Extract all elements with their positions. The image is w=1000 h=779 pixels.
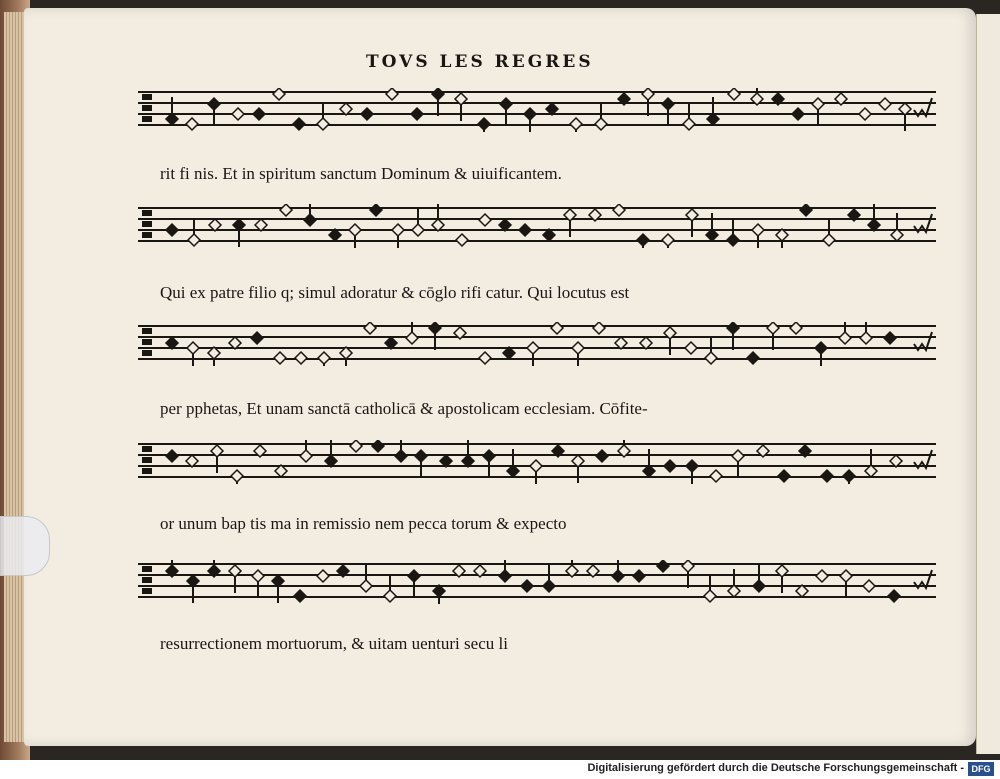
note-head xyxy=(317,570,329,582)
note-head xyxy=(499,570,511,582)
clef-mark xyxy=(142,350,152,356)
note-head xyxy=(527,342,539,354)
note-head xyxy=(657,560,669,572)
note-head xyxy=(392,224,404,236)
music-staff-4 xyxy=(138,440,936,484)
note-head xyxy=(295,352,307,364)
note-head xyxy=(879,98,891,110)
note-head xyxy=(753,580,765,592)
note-head xyxy=(187,342,199,354)
note-head xyxy=(500,98,512,110)
note-head xyxy=(705,352,717,364)
clef-mark xyxy=(142,210,152,216)
note-head xyxy=(778,470,790,482)
note-head xyxy=(386,88,398,100)
music-staff-2 xyxy=(138,204,936,248)
dfg-logo: DFG xyxy=(968,762,994,776)
note-head xyxy=(395,450,407,462)
clef-mark xyxy=(142,468,152,474)
lyrics-line-5: resurrectionem mortuorum, & uitam uenturi secu li xyxy=(160,634,508,653)
viewer-side-tab[interactable] xyxy=(0,516,50,576)
clef-mark xyxy=(142,221,152,227)
note-head xyxy=(360,580,372,592)
note-head xyxy=(884,332,896,344)
clef-mark xyxy=(142,232,152,238)
note-head xyxy=(642,88,654,100)
note-head xyxy=(364,322,376,334)
note-head xyxy=(682,560,694,572)
note-head xyxy=(188,234,200,246)
note-head xyxy=(300,450,312,462)
note-head xyxy=(727,234,739,246)
note-head xyxy=(252,570,264,582)
clef-mark xyxy=(142,339,152,345)
clef-mark xyxy=(142,94,152,100)
music-staff-5 xyxy=(138,560,936,604)
note-head xyxy=(613,204,625,216)
note-head xyxy=(727,322,739,334)
note-head xyxy=(595,118,607,130)
note-head xyxy=(456,234,468,246)
note-head xyxy=(888,590,900,602)
note-head xyxy=(253,108,265,120)
note-head xyxy=(685,342,697,354)
digitization-credit: Digitalisierung gefördert durch die Deutsche Forschungsgemeinschaft - xyxy=(587,762,964,774)
note-head xyxy=(318,352,330,364)
note-head xyxy=(816,570,828,582)
note-head xyxy=(406,332,418,344)
note-head xyxy=(349,224,361,236)
note-head xyxy=(683,118,695,130)
note-head xyxy=(543,580,555,592)
note-head xyxy=(612,570,624,582)
note-head xyxy=(208,98,220,110)
note-head xyxy=(728,88,740,100)
clef-mark xyxy=(142,566,152,572)
note-head xyxy=(483,450,495,462)
note-head xyxy=(767,322,779,334)
note-head xyxy=(839,332,851,344)
note-head xyxy=(411,108,423,120)
note-head xyxy=(821,470,833,482)
note-head xyxy=(593,322,605,334)
clef-mark xyxy=(142,116,152,122)
note-head xyxy=(704,590,716,602)
note-head xyxy=(415,450,427,462)
clef-mark xyxy=(142,577,152,583)
note-head xyxy=(232,108,244,120)
note-head xyxy=(637,234,649,246)
note-head xyxy=(186,118,198,130)
note-head xyxy=(304,214,316,226)
note-head xyxy=(662,234,674,246)
note-head xyxy=(370,204,382,216)
note-head xyxy=(251,332,263,344)
note-head xyxy=(551,322,563,334)
clef-mark xyxy=(142,588,152,594)
note-head xyxy=(840,570,852,582)
note-head xyxy=(633,570,645,582)
note-head xyxy=(350,440,362,452)
lyrics-line-1: rit fi nis. Et in spiritum sanctum Dominum & uiuificantem. xyxy=(160,164,562,183)
note-head xyxy=(524,108,536,120)
note-head xyxy=(843,470,855,482)
lyrics-line-2: Qui ex patre filio q; simul adoratur & cōglo rifi catur. Qui locutus est xyxy=(160,283,630,302)
note-head xyxy=(823,234,835,246)
page-title: TOVS LES REGRES xyxy=(366,52,594,72)
note-head xyxy=(429,322,441,334)
note-head xyxy=(686,460,698,472)
note-head xyxy=(662,98,674,110)
music-staff-1 xyxy=(138,88,936,132)
note-head xyxy=(372,440,384,452)
clef-mark xyxy=(142,105,152,111)
note-head xyxy=(747,352,759,364)
note-head xyxy=(478,118,490,130)
music-staff-3 xyxy=(138,322,936,366)
note-head xyxy=(384,590,396,602)
note-head xyxy=(166,224,178,236)
note-head xyxy=(815,342,827,354)
note-head xyxy=(274,352,286,364)
note-head xyxy=(596,450,608,462)
note-head xyxy=(859,108,871,120)
clef-mark xyxy=(142,328,152,334)
note-head xyxy=(752,224,764,236)
note-head xyxy=(860,332,872,344)
note-head xyxy=(732,450,744,462)
note-head xyxy=(479,352,491,364)
clef-mark xyxy=(142,457,152,463)
note-head xyxy=(521,580,533,592)
lyrics-line-4: or unum bap tis ma in remissio nem pecca torum & expecto xyxy=(160,514,567,533)
note-head xyxy=(317,118,329,130)
note-head xyxy=(664,460,676,472)
note-head xyxy=(432,88,444,100)
lyrics-line-3: per pphetas, Et unam sanctā catholicā & apostolicam ecclesiam. Cōfite- xyxy=(160,399,648,418)
note-head xyxy=(408,570,420,582)
note-head xyxy=(166,450,178,462)
note-head xyxy=(280,204,292,216)
note-head xyxy=(572,342,584,354)
note-head xyxy=(800,204,812,216)
note-head xyxy=(530,460,542,472)
note-head xyxy=(231,470,243,482)
note-head xyxy=(570,118,582,130)
note-head xyxy=(790,322,802,334)
note-head xyxy=(792,108,804,120)
note-head xyxy=(273,88,285,100)
note-head xyxy=(863,580,875,592)
clef-mark xyxy=(142,446,152,452)
note-head xyxy=(294,590,306,602)
note-head xyxy=(519,224,531,236)
note-head xyxy=(710,470,722,482)
note-head xyxy=(293,118,305,130)
adjacent-page-edge xyxy=(976,14,1000,754)
note-head xyxy=(412,224,424,236)
note-head xyxy=(361,108,373,120)
note-head xyxy=(479,214,491,226)
note-head xyxy=(812,98,824,110)
